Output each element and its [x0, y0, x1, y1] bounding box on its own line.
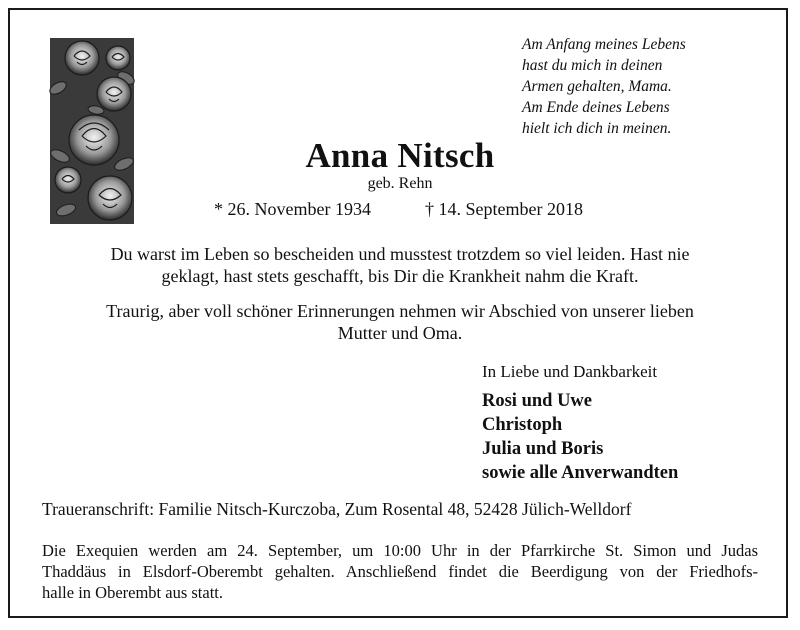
- poem: [522, 34, 772, 139]
- text-line: Traurig, aber voll schöner Erinnerungen nehmen wir Abschied von unserer lieben: [106, 301, 694, 321]
- text-line: Thaddäus in Elsdorf-Oberembt gehalten. Anschließend findet die Beerdigung von der Friedhofs-: [42, 562, 758, 581]
- poem-line: Am Anfang meines Lebens: [522, 36, 686, 53]
- deceased-name: Anna Nitsch: [305, 136, 495, 175]
- signer: sowie alle Anverwandten: [482, 463, 679, 483]
- death-date: † 14. September 2018: [425, 199, 583, 219]
- text-line: Mutter und Oma.: [337, 323, 463, 343]
- birth-date: * 26. November 1934: [214, 199, 371, 219]
- poem-line: hast du mich in deinen: [522, 57, 663, 74]
- farewell-paragraph: [40, 300, 760, 344]
- maiden-name: geb. Rehn: [367, 175, 433, 192]
- poem-line: Am Ende deines Lebens: [522, 99, 670, 116]
- poem-line: Armen gehalten, Mama.: [522, 78, 672, 95]
- text-line: halle in Oberembt aus statt.: [42, 583, 223, 602]
- funeral-details: [42, 540, 758, 603]
- signer: Rosi und Uwe: [482, 391, 592, 411]
- tribute-paragraph: [40, 243, 760, 287]
- mourning-address: Traueranschrift: Familie Nitsch-Kurczoba, Zum Rosental 48, 52428 Jülich-Welldorf: [42, 499, 632, 519]
- roses-illustration: [46, 38, 138, 224]
- closing-phrase: In Liebe und Dankbarkeit: [482, 362, 658, 381]
- text-line: Die Exequien werden am 24. September, um 10:00 Uhr in der Pfarrkirche St. Simon und Judas: [42, 541, 758, 560]
- signer: Christoph: [482, 415, 563, 435]
- signers-list: [482, 389, 678, 485]
- text-line: geklagt, hast stets geschafft, bis Dir die Krankheit nahm die Kraft.: [161, 266, 639, 286]
- signer: Julia und Boris: [482, 439, 604, 459]
- text-line: Du warst im Leben so bescheiden und musstest trotzdem so viel leiden. Hast nie: [110, 244, 690, 264]
- poem-line: hielt ich dich in meinen.: [522, 120, 672, 137]
